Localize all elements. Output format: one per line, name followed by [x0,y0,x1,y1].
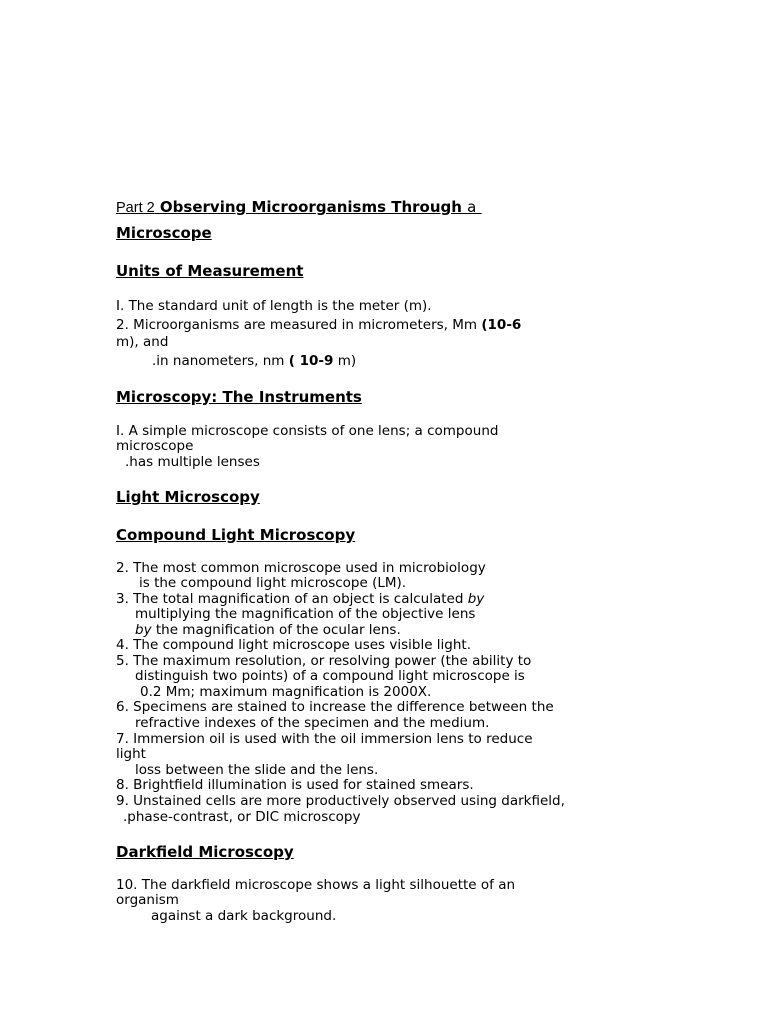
compound-line-17: .phase-contrast, or DIC microscopy [123,809,361,825]
instruments-line-1: I. A simple microscope consists of one lens; a compound [116,423,499,439]
units-line-4-end: m) [337,353,357,369]
compound-heading: Compound Light Microscopy [116,526,356,544]
darkfield-line-1: 10. The darkfield microscope shows a light silhouette of an [116,877,516,893]
title-main: Observing Microorganisms Through [159,198,462,216]
compound-line-15: 8. Brightfield illumination is used for stained smears. [116,777,474,793]
compound-line-14: loss between the slide and the lens. [135,762,379,778]
compound-line-3-text: 3. The total magnification of an object is calculated [116,591,464,607]
title-article: a [467,198,477,216]
compound-line-3 [116,592,484,607]
compound-line-11: refractive indexes of the specimen and the medium. [135,715,490,731]
document-title-line2: Microscope [116,224,212,242]
units-line-1: I. The standard unit of length is the meter (m). [116,298,432,314]
darkfield-line-3: against a dark background. [151,908,337,924]
units-line-2 [116,318,521,333]
compound-line-16: 9. Unstained cells are more productively observed using darkfield, [116,793,565,809]
compound-line-4: multiplying the magnification of the objective lens [135,606,476,622]
units-line-4 [152,354,356,369]
units-line-2-text: 2. Microorganisms are measured in micrometers, Mm [116,317,478,333]
units-heading: Units of Measurement [116,262,304,280]
units-line-2-bold: (10-6 [481,317,522,333]
compound-line-6: 4. The compound light microscope uses visible light. [116,637,472,653]
compound-line-5 [135,623,401,638]
compound-line-5-text: the magnification of the ocular lens. [155,622,401,638]
darkfield-heading: Darkfield Microscopy [116,843,294,861]
compound-line-12: 7. Immersion oil is used with the oil immersion lens to reduce [116,731,533,747]
compound-line-3-italic: by [467,591,485,607]
compound-line-1: 2. The most common microscope used in microbiology [116,560,486,576]
title-part-label: Part 2 [116,200,155,216]
compound-line-7: 5. The maximum resolution, or resolving power (the ability to [116,653,532,669]
compound-line-9: 0.2 Mm; maximum magnification is 2000X. [140,684,432,700]
units-line-4-bold: ( 10-9 [288,353,334,369]
units-line-3: m), and [116,334,169,350]
document-title [116,199,482,217]
compound-line-13: light [116,746,146,762]
instruments-heading: Microscopy: The Instruments [116,388,362,406]
instruments-line-2: microscope [116,438,194,454]
compound-line-2: is the compound light microscope (LM). [139,575,407,591]
compound-line-8: distinguish two points) of a compound light microscope is [135,668,525,684]
compound-line-10: 6. Specimens are stained to increase the difference between the [116,699,554,715]
darkfield-line-2: organism [116,892,179,908]
units-line-4-text: .in nanometers, nm [152,353,285,369]
compound-line-5-italic: by [135,622,152,638]
light-heading: Light Microscopy [116,488,260,506]
instruments-line-3: .has multiple lenses [125,454,260,470]
